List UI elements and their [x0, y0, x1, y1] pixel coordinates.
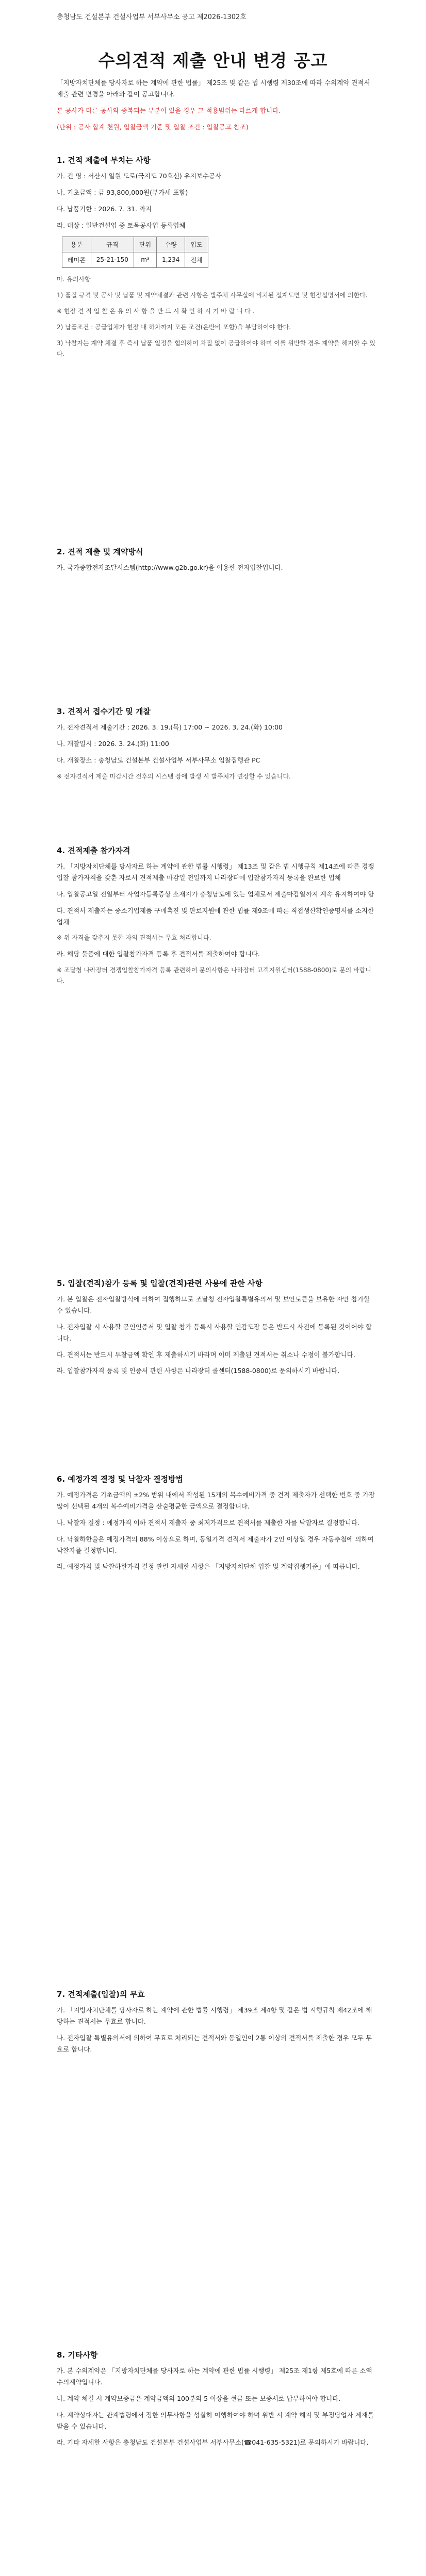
section-8	[57, 2349, 376, 2453]
s5-item: 다. 견적서는 반드시 투찰금액 확인 후 제출하시기 바라며 이미 제출된 견적서는 취소나 수정이 불가합니다.	[57, 1350, 355, 1359]
table-cell: 1,234	[157, 252, 185, 267]
s7-item: 가. 「지방자치단체를 당사자로 하는 계약에 관한 법률 시행령」 제39조 제4항 및 같은 법 시행규칙 제42조에 해당하는 견적서는 무효로 합니다.	[57, 2006, 372, 2025]
section-6	[57, 1473, 376, 1578]
s1-item: 가. 건 명 : 서산시 일원 도로(국지도 70호선) 유지보수공사	[57, 172, 222, 180]
s4-item: 가. 「지방자치단체를 당사자로 하는 계약에 관한 법률 시행령」 제13조 및 같은 법 시행규칙 제14조에 따른 경쟁입찰 참가자격을 갖춘 자로서 견적제출 마감일 전일까지 나라장터에 입찰참가자격 등록을 완료한 업체	[57, 862, 374, 882]
s1-item: 라. 대상 : 일반건설업 중 토목공사업 등록업체	[57, 221, 186, 229]
intro-section	[57, 77, 376, 138]
section-3-title: 3. 견적서 접수기간 및 개찰	[57, 707, 151, 716]
table-header: 단위	[134, 236, 156, 252]
s4-item: 나. 입찰공고일 전일부터 사업자등록증상 소재지가 충청남도에 있는 업체로서 제출마감일까지 계속 유지하여야 함	[57, 890, 374, 898]
section-6-title: 6. 예정가격 결정 및 낙찰자 결정방법	[57, 1475, 184, 1484]
s3-item: 다. 개찰장소 : 충청남도 건설본부 건설사업부 서부사무소 입찰집행관 PC	[57, 756, 260, 764]
intro-text: 「지방자치단체를 당사자로 하는 계약에 관한 법률」 제25조 및 같은 법 시행령 제30조에 따라 수의계약 견적서 제출 관련 변경을 아래와 같이 공고합니다.	[57, 79, 370, 98]
s6-item: 라. 예정가격 및 낙찰하한가격 결정 관련 자세한 사항은 「지방자치단체 입찰 및 계약집행기준」에 따릅니다.	[57, 1563, 360, 1571]
table-header: 입도	[185, 236, 208, 252]
section-5	[57, 1278, 376, 1382]
s6-item: 가. 예정가격은 기초금액의 ±2% 범위 내에서 작성된 15개의 복수예비가격 중 견적 제출자가 선택한 번호 중 가장 많이 선택된 4개의 복수예비가격을 산술평균한 금액으로 결정합니다.	[57, 1491, 375, 1510]
s8-item: 나. 계약 체결 시 계약보증금은 계약금액의 100분의 5 이상을 현금 또는 보증서로 납부하여야 합니다.	[57, 2394, 341, 2402]
section-1-title: 1. 견적 제출에 부치는 사항	[57, 156, 151, 165]
s1-note: 마. 유의사항	[57, 275, 91, 283]
s5-item: 가. 본 입찰은 전자입찰방식에 의하여 집행하므로 조달청 전자입찰특별유의서 및 보안토큰을 보유한 자만 참가할 수 있습니다.	[57, 1295, 370, 1314]
table-cell: m³	[134, 252, 156, 267]
notice-number: 충청남도 건설본부 건설사업부 서부사무소 공고 제2026-1302호	[57, 13, 247, 21]
section-3	[57, 706, 376, 787]
s8-item: 가. 본 수의계약은 「지방자치단체를 당사자로 하는 계약에 관한 법률 시행령」 제25조 제1항 제5호에 따른 소액 수의계약입니다.	[57, 2367, 372, 2386]
section-2	[57, 546, 376, 579]
page-title: 수의견적 제출 안내 변경 공고	[98, 50, 328, 71]
s3-note: ※ 전자견적서 제출 마감시간 전후의 시스템 장애 발생 시 발주처가 연장할 수 있습니다.	[57, 772, 291, 780]
table-header: 규격	[91, 236, 134, 252]
s4-item: 다. 견적서 제출자는 중소기업제품 구매촉진 및 판로지원에 관한 법률 제9조에 따른 직접생산확인증명서를 소지한 업체	[57, 906, 374, 926]
intro-red-note-2: (단위 : 공사 합계 천원, 입찰금액 기준 및 입찰 조건 : 입찰공고 참조)	[57, 123, 249, 131]
s8-item: 다. 계약상대자는 관계법령에서 정한 의무사항을 성실히 이행하여야 하며 위반 시 계약 해지 및 부정당업자 제재를 받을 수 있습니다.	[57, 2411, 374, 2430]
table-cell: 전체	[185, 252, 208, 267]
section-7-title: 7. 견적제출(입찰)의 무효	[57, 1990, 145, 1999]
section-4-title: 4. 견적제출 참가자격	[57, 846, 130, 855]
intro-red-note: 본 공사가 다른 공사와 중복되는 부분이 있을 경우 그 적용범위는 다르게 합니다.	[57, 106, 281, 114]
s4-item: 라. 해당 물품에 대한 입찰참가자격 등록 후 견적서를 제출하여야 합니다.	[57, 950, 260, 958]
s3-item: 가. 전자견적서 제출기간 : 2026. 3. 19.(목) 17:00 ~ 2026. 3. 24.(화) 10:00	[57, 723, 283, 731]
s1-item: 다. 납품기한 : 2026. 7. 31. 까지	[57, 205, 152, 213]
s4-note: ※ 위 자격을 갖추지 못한 자의 견적서는 무효 처리합니다.	[57, 934, 211, 942]
s6-item: 다. 낙찰하한율은 예정가격의 88% 이상으로 하며, 동일가격 견적서 제출자가 2인 이상일 경우 자동추첨에 의하여 낙찰자를 결정합니다.	[57, 1535, 374, 1554]
section-8-title: 8. 기타사항	[57, 2350, 98, 2360]
spec-table	[62, 236, 208, 268]
s1-note-warning: 3) 낙찰자는 계약 체결 후 즉시 납품 일정을 협의하여 차질 없이 공급하여야 하며 이를 위반할 경우 계약을 해지할 수 있다.	[57, 339, 376, 358]
section-1	[57, 155, 376, 365]
table-cell: 25-21-150	[91, 252, 134, 267]
s7-item: 나. 전자입찰 특별유의서에 의하여 무효로 처리되는 견적서와 동일인이 2통 이상의 견적서를 제출한 경우 모두 무효로 합니다.	[57, 2033, 372, 2053]
section-7	[57, 1989, 376, 2060]
s1-note-warning: ※ 현장 견 적 입 찰 은 유 의 사 항 을 반 드 시 확 인 하 시 기 바 랍 니 다 .	[57, 307, 255, 315]
section-4	[57, 845, 376, 992]
table-header: 용분	[62, 236, 91, 252]
s5-item: 나. 전자입찰 시 사용할 공인인증서 및 입찰 참가 등록시 사용할 인감도장 등은 반드시 사전에 등록된 것이어야 합니다.	[57, 1323, 372, 1342]
s5-item: 라. 입찰참가자격 등록 및 인증서 관련 사항은 나라장터 콜센터(1588-0800)로 문의하시기 바랍니다.	[57, 1367, 340, 1375]
s1-note: 2) 납품조건 : 공급업체가 현장 내 하차까지 모든 조건(운반비 포함)을 부담하여야 한다.	[57, 323, 291, 331]
s6-item: 나. 낙찰자 결정 : 예정가격 이하 견적서 제출자 중 최저가격으로 견적서를 제출한 자를 낙찰자로 결정합니다.	[57, 1518, 360, 1527]
table-cell: 레미콘	[62, 252, 91, 267]
table-header: 수량	[157, 236, 185, 252]
s3-item: 나. 개찰일시 : 2026. 3. 24.(화) 11:00	[57, 739, 169, 748]
s4-note: ※ 조달청 나라장터 경쟁입찰참가자격 등록 관련하여 문의사항은 나라장터 고객지원센터(1588-0800)로 문의 바랍니다.	[57, 967, 371, 985]
s1-note: 1) 품질 규격 및 공사 및 납품 및 계약체결과 관련 사항은 발주처 사무실에 비치된 설계도면 및 현장설명서에 의한다.	[57, 291, 368, 299]
section-5-title: 5. 입찰(견적)참가 등록 및 입찰(견적)관련 사용에 관한 사항	[57, 1279, 263, 1288]
s1-item: 나. 기초금액 : 금 93,800,000원(부가세 포함)	[57, 188, 188, 196]
section-2-title: 2. 견적 제출 및 계약방식	[57, 547, 143, 556]
s2-item: 가. 국가종합전자조달시스템(http://www.g2b.go.kr)을 이용한 전자입찰입니다.	[57, 564, 283, 571]
s8-item: 라. 기타 자세한 사항은 충청남도 건설본부 건설사업부 서부사무소(☎041-635-5321)로 문의하시기 바랍니다.	[57, 2438, 369, 2447]
